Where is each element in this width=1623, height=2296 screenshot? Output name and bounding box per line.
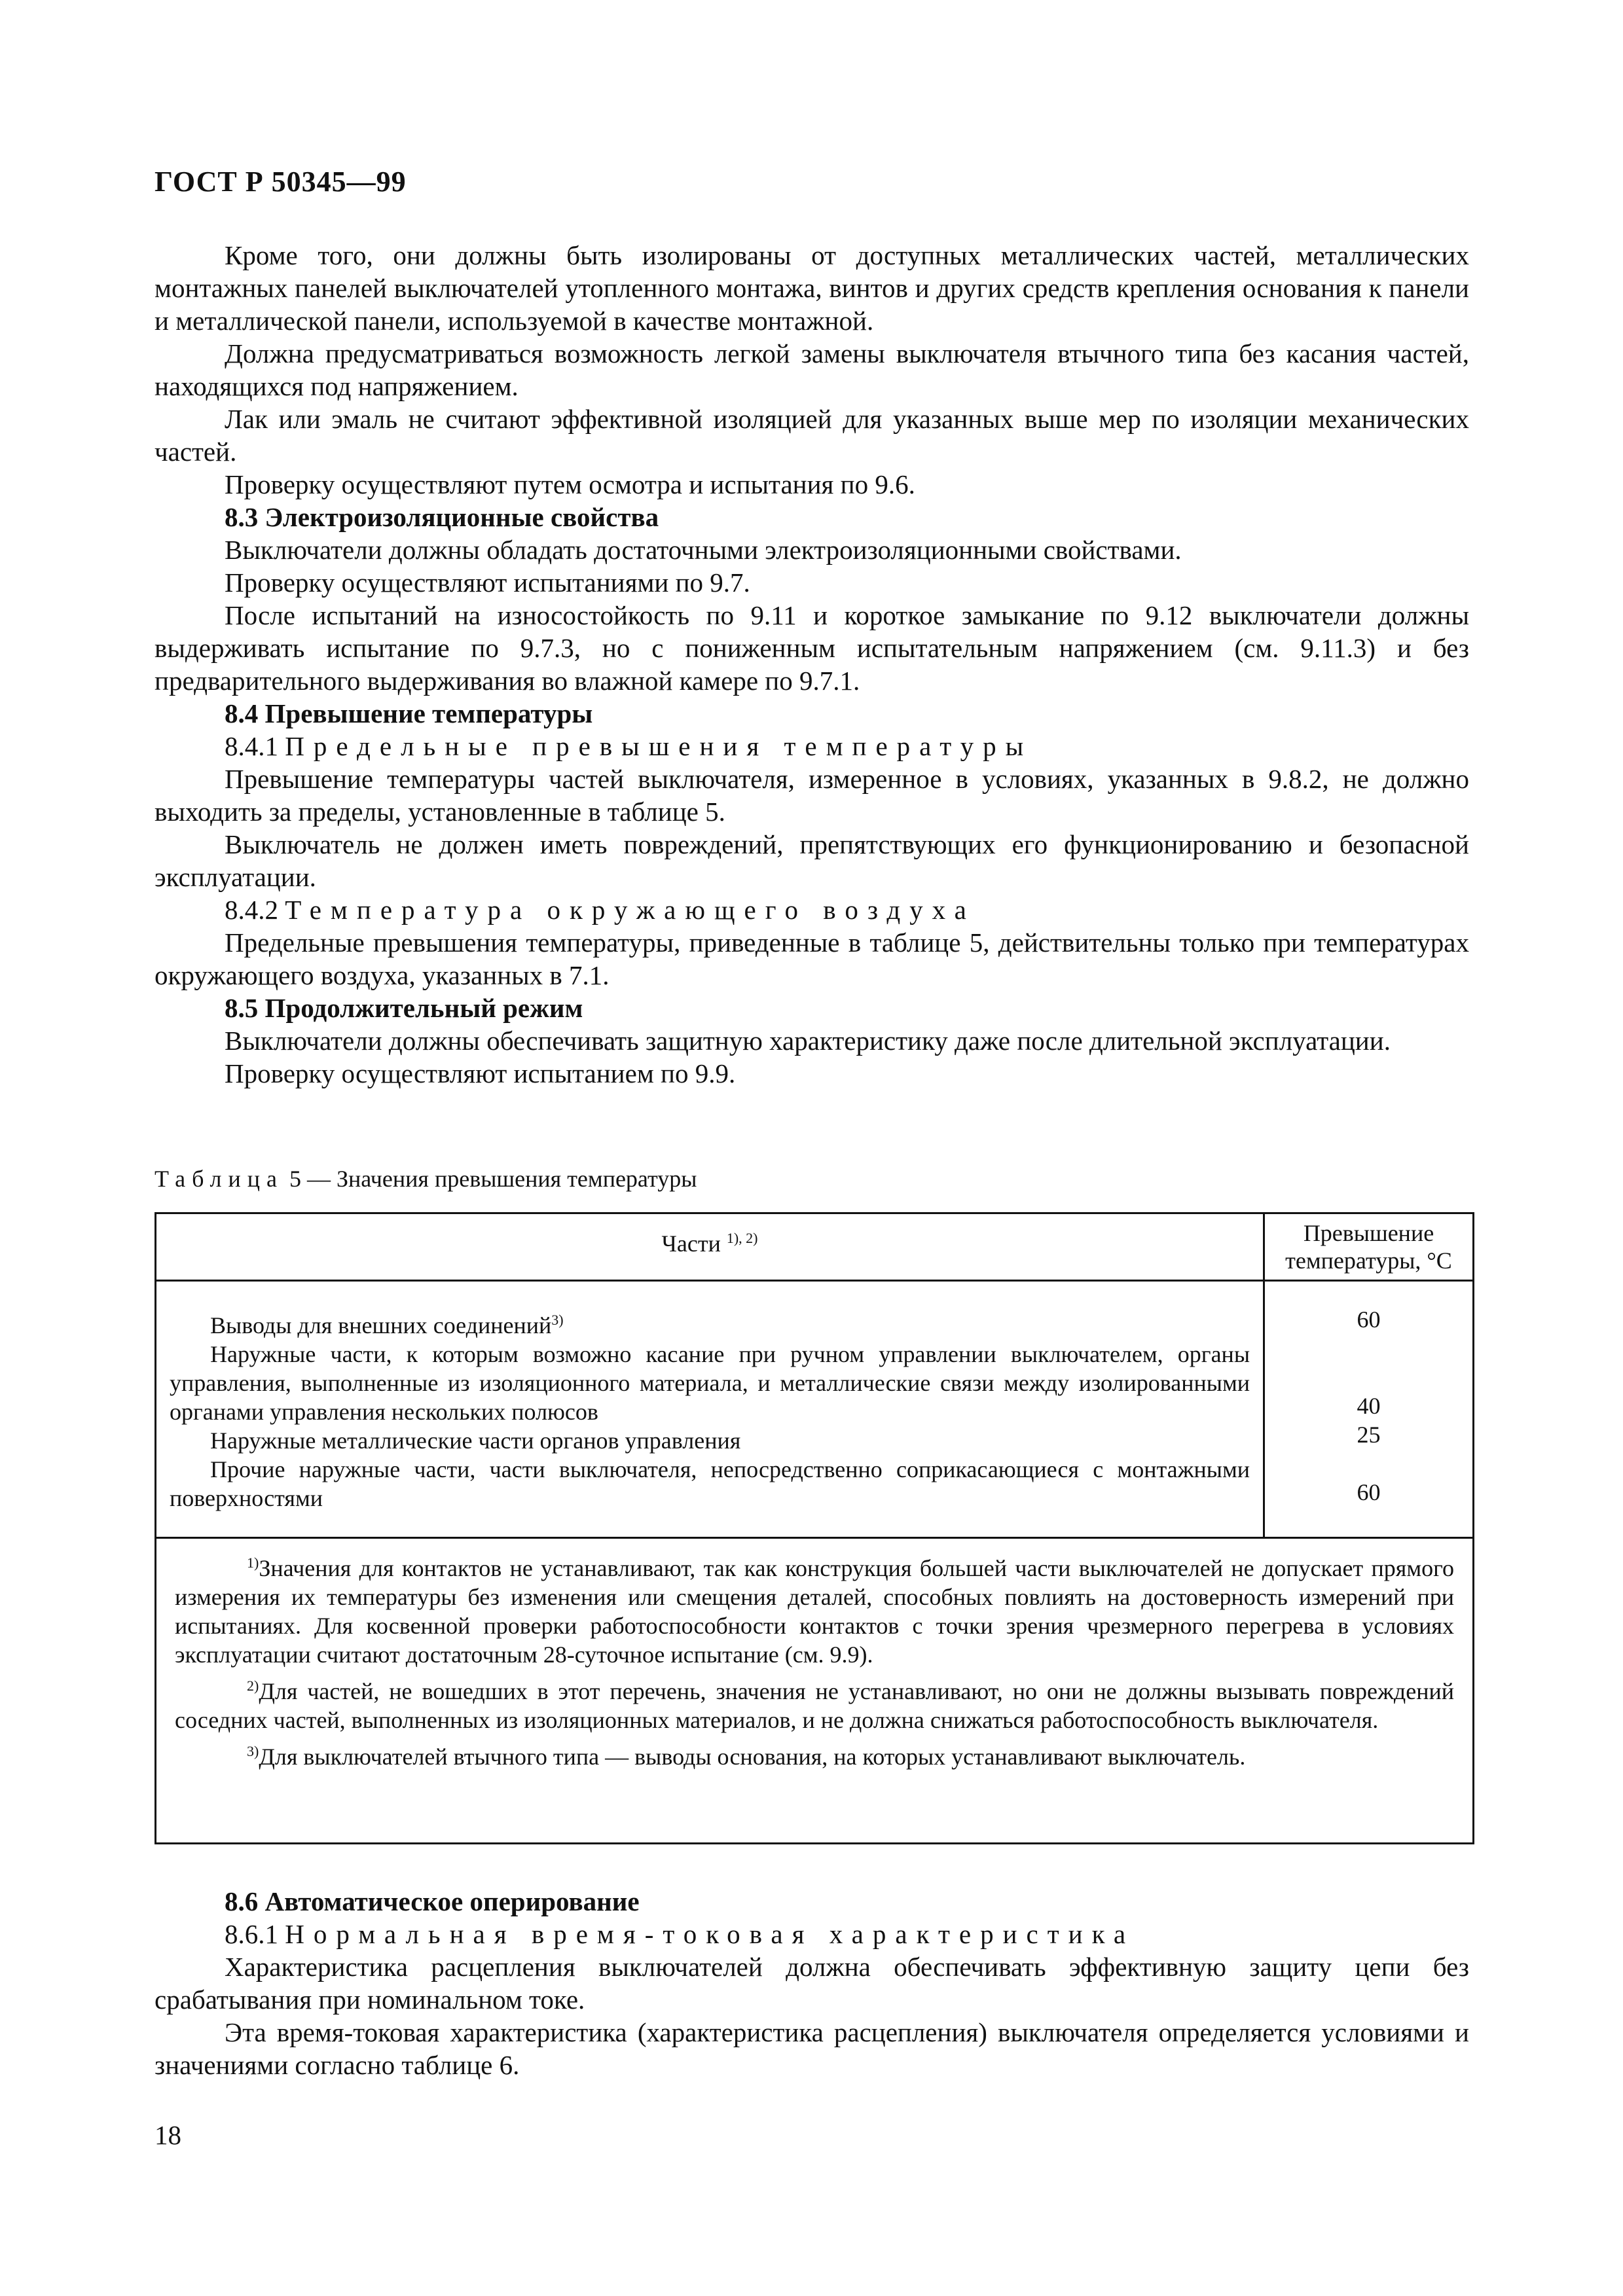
paragraph: Эта время-токовая характеристика (характеристика расцепления) выключателя определяется условиями и значениями согласно таблице 6. [155,2017,1469,2080]
subsection-number: 8.4.2 [225,895,278,925]
paragraph: Выключатели должны обеспечивать защитную характеристику даже после длительной эксплуатации. [225,1026,1391,1056]
table-note [175,1549,1454,1669]
paragraph: Выключатель не должен иметь повреждений, препятствующих его функционированию и безопасной эксплуатации. [155,829,1469,892]
table-row-value: 25 [1357,1422,1381,1448]
table-rows-text [170,1306,1250,1513]
note-text: Для частей, не вошедших в этот перечень, значения не устанавливают, но они не должны вызывать повреждений соседних частей, выполненных из изоляционных материалов, и не должна снижаться работоспособность выключателя. [175,1678,1454,1733]
note-text: Для выключателей втычного типа — выводы основания, на которых устанавливают выключатель. [259,1744,1246,1770]
subsection-number: 8.4.1 [225,731,278,761]
paragraph: Проверку осуществляют путем осмотра и испытания по 9.6. [225,469,915,499]
subsection-title: Нормальная время-токовая характеристика [285,1919,1135,1949]
document-header: ГОСТ Р 50345—99 [155,166,407,198]
table-5 [155,1212,1474,1844]
paragraph: Выключатели должны обладать достаточными электроизоляционными свойствами. [225,535,1182,565]
subsection-heading [155,730,1469,762]
body-text-bottom [155,1885,1469,2081]
page-number: 18 [155,2120,181,2150]
table-note [175,1672,1454,1734]
table-header-row [156,1214,1472,1282]
subsection-number: 8.6.1 [225,1919,278,1949]
section-heading: 8.3 Электроизоляционные свойства [225,502,659,532]
subsection-title: Предельные превышения температуры [285,731,1033,761]
paragraph: Превышение температуры частей выключателя, измеренное в условиях, указанных в 9.8.2, не должно выходить за пределы, установленные в таблице 5. [155,764,1469,827]
table-caption-label: Таблица [155,1166,283,1192]
paragraph: Характеристика расцепления выключателей должна обеспечивать эффективную защиту цепи без срабатывания при номинальном токе. [155,1952,1469,2015]
table-row-part [170,1306,1250,1340]
table-note [175,1737,1454,1771]
table-row-value: 60 [1357,1479,1381,1505]
section-heading: 8.4 Превышение температуры [225,698,593,728]
note-mark: 1) [247,1554,259,1571]
paragraph: Проверку осуществляют испытаниями по 9.7. [225,567,750,598]
table-row-value: 60 [1357,1306,1381,1333]
footnote-ref: 1), 2) [726,1230,758,1246]
paragraph: Кроме того, они должны быть изолированы от доступных металлических частей, металлических монтажных панелей выключателей утопленного монтажа, винтов и других средств крепления основания к панели и металлической панели, используемой в качестве монтажной. [155,240,1469,336]
footnote-ref: 3) [551,1312,564,1328]
table-body [156,1280,1472,1539]
subsection-heading [155,893,1469,926]
table-caption [155,1165,697,1193]
column-header-temperature-line2: температуры, °С [1285,1247,1452,1274]
column-header-temperature [1265,1219,1472,1274]
table-row-value: 40 [1357,1393,1381,1419]
note-mark: 2) [247,1677,259,1694]
table-caption-text: 5 — Значения превышения температуры [283,1166,697,1192]
section-heading: 8.6 Автоматическое оперирование [225,1886,640,1916]
paragraph: Проверку осуществляют испытанием по 9.9. [225,1058,736,1088]
paragraph: Предельные превышения температуры, приведенные в таблице 5, действительны только при температурах окружающего воздуха, указанных в 7.1. [155,927,1469,990]
column-header-temperature-line1: Превышение [1303,1220,1434,1246]
table-row-part-text: Выводы для внешних соединений [210,1312,552,1338]
table-row-part: Прочие наружные части, части выключателя, непосредственно соприкасающиеся с монтажными поверхностями [170,1456,1250,1511]
note-text: Значения для контактов не устанавливают, так как конструкция большей части выключателей не допускает прямого измерения их температуры без изменения или смещения деталей, способных повлиять на достоверность измерений при испытаниях. Для косвенной проверки работоспособности контактов с точки зрения чрезмерного перегрева в условиях эксплуатации считают достаточным 28-суточное испытание (см. 9.9). [175,1555,1454,1668]
table-row-part: Наружные металлические части органов управления [210,1427,741,1454]
body-text-top [155,239,1469,1090]
paragraph: Должна предусматриваться возможность легкой замены выключателя втычного типа без касания частей, находящихся под напряжением. [155,338,1469,401]
table-row-part: Наружные части, к которым возможно касание при ручном управлении выключателем, органы управления, выполненные из изоляционного материала, и металлические связи между изолированными органами управления нескольких полюсов [170,1341,1250,1425]
paragraph: Лак или эмаль не считают эффективной изоляцией для указанных выше мер по изоляции механических частей. [155,404,1469,467]
subsection-title: Температура окружающего воздуха [285,895,976,925]
subsection-heading [155,1918,1469,1950]
column-header-parts-label: Части [661,1230,721,1257]
note-mark: 3) [247,1743,259,1759]
section-heading: 8.5 Продолжительный режим [225,993,583,1023]
paragraph: После испытаний на износостойкость по 9.11 и короткое замыкание по 9.12 выключатели должны выдерживать испытание по 9.7.3, но с пониженным испытательным напряжением (см. 9.11.3) и без предварительного выдерживания во влажной камере по 9.7.1. [155,600,1469,696]
table-notes [156,1537,1472,1774]
column-header-parts [156,1230,1263,1257]
